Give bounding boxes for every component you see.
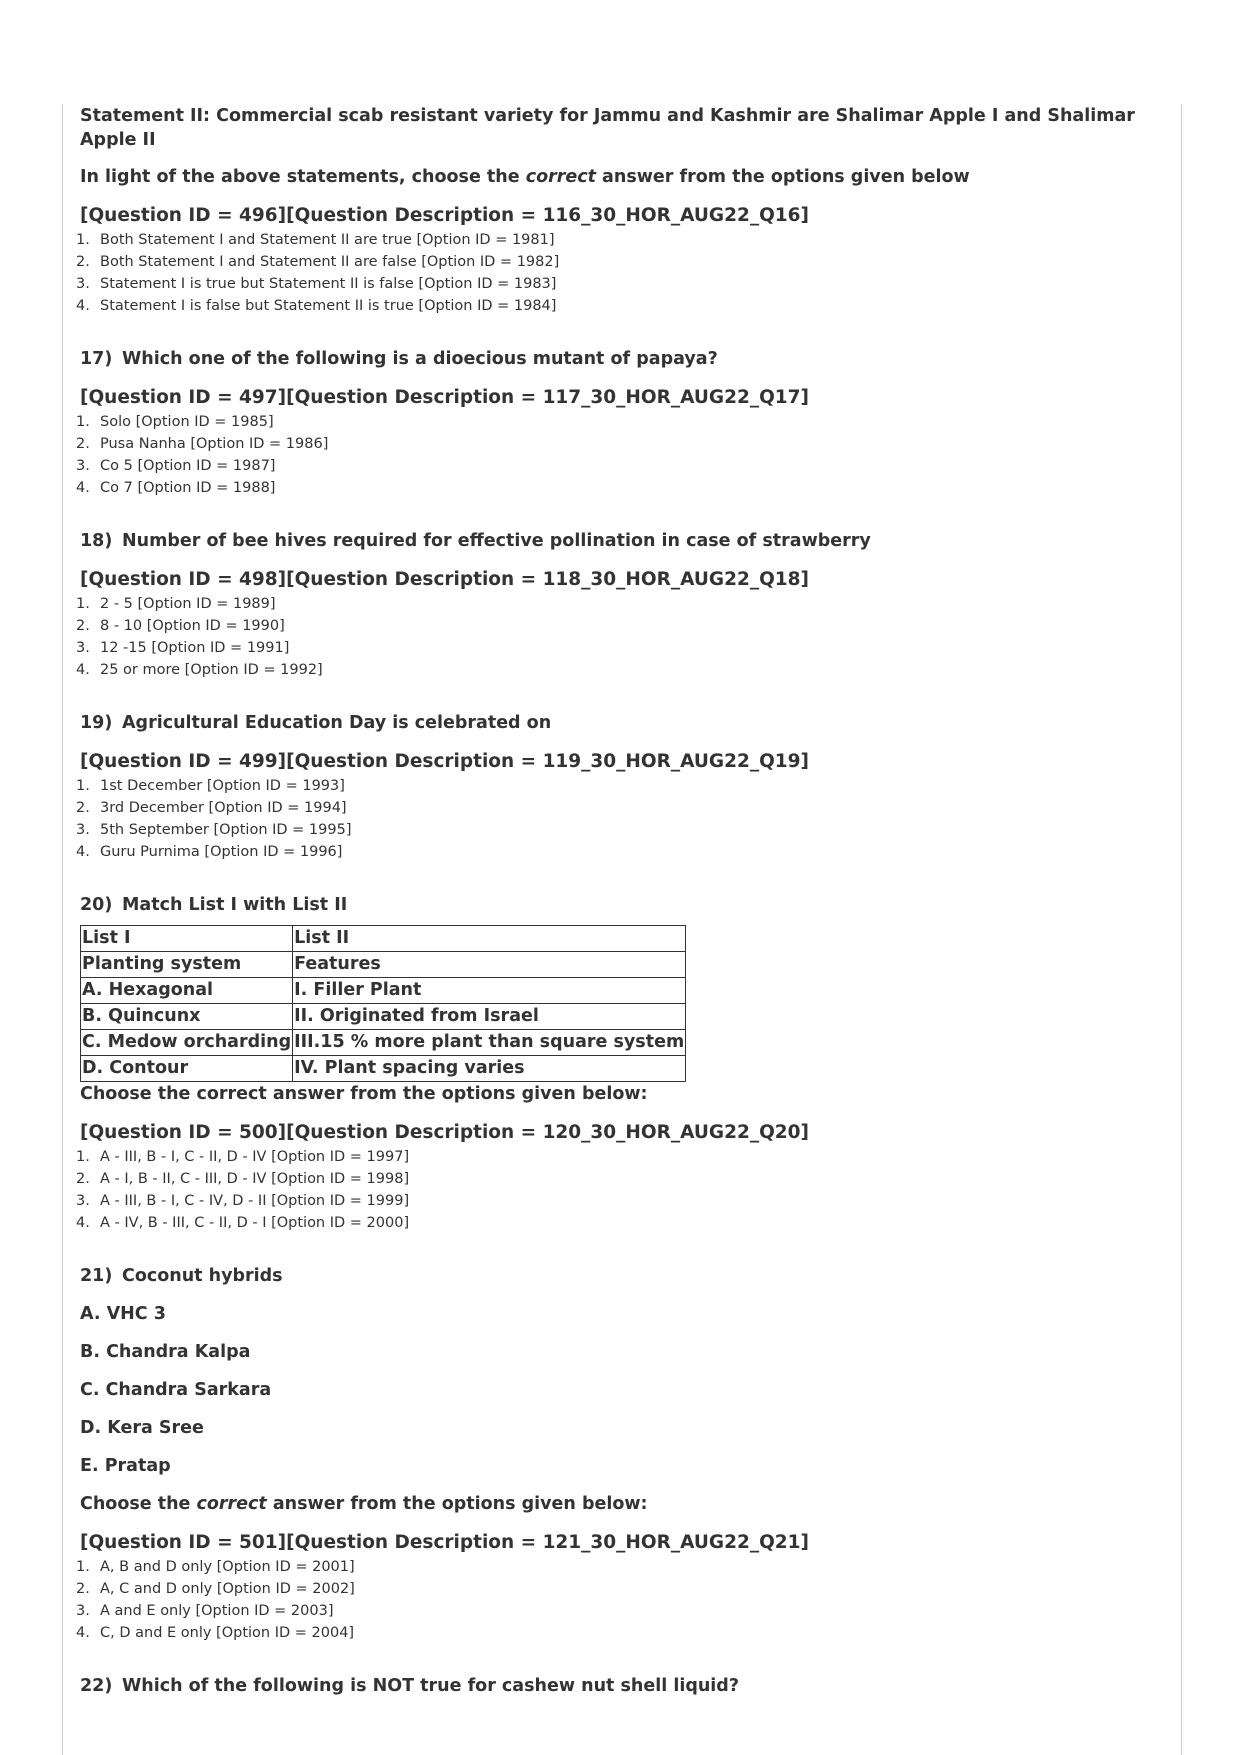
table-cell: IV. Plant spacing varies (293, 1056, 686, 1082)
table-cell: B. Quincunx (81, 1004, 293, 1030)
table-row (81, 952, 686, 978)
question-id-500: [Question ID = 500][Question Description = 120_30_HOR_AUG22_Q20] (80, 1122, 810, 1143)
question-id-498: [Question ID = 498][Question Description = 118_30_HOR_AUG22_Q18] (80, 569, 810, 590)
q21-item: E. Pratap (80, 1456, 171, 1476)
q21-item: C. Chandra Sarkara (80, 1380, 272, 1400)
table-cell: Planting system (81, 952, 293, 978)
document-content (76, 104, 1170, 1698)
options-q17 (76, 411, 1170, 499)
instruction: In light of the above statements, choose the correct answer from the options given below (80, 167, 970, 187)
q21-item: D. Kera Sree (80, 1418, 204, 1438)
table-cell: II. Originated from Israel (293, 1004, 686, 1030)
q21-instruction: Choose the correct answer from the options given below: (80, 1494, 648, 1514)
option: 4. A - IV, B - III, C - II, D - I [Option ID = 2000] (76, 1215, 410, 1231)
option: 3. A and E only [Option ID = 2003] (76, 1603, 334, 1619)
question-id-497: [Question ID = 497][Question Description = 117_30_HOR_AUG22_Q17] (80, 387, 810, 408)
option: 4. C, D and E only [Option ID = 2004] (76, 1625, 355, 1641)
option: 2. 8 - 10 [Option ID = 1990] (76, 618, 285, 634)
option: 2. 3rd December [Option ID = 1994] (76, 800, 347, 816)
q20-instruction: Choose the correct answer from the options given below: (80, 1084, 648, 1104)
option: 2. Both Statement I and Statement II are false [Option ID = 1982] (76, 254, 560, 270)
table-row (81, 978, 686, 1004)
table-row (81, 926, 686, 952)
question-20-title: 20) Match List I with List II (80, 895, 348, 915)
table-cell: A. Hexagonal (81, 978, 293, 1004)
option: 3. Statement I is true but Statement II is false [Option ID = 1983] (76, 276, 557, 292)
table-cell: I. Filler Plant (293, 978, 686, 1004)
question-id-501: [Question ID = 501][Question Description = 121_30_HOR_AUG22_Q21] (80, 1532, 810, 1553)
option: 2. Pusa Nanha [Option ID = 1986] (76, 436, 329, 452)
question-19-title: 19) Agricultural Education Day is celebrated on (80, 713, 552, 733)
option: 1. A, B and D only [Option ID = 2001] (76, 1559, 355, 1575)
options-q16 (76, 229, 1170, 317)
table-row (81, 1004, 686, 1030)
option: 3. 12 -15 [Option ID = 1991] (76, 640, 290, 656)
option: 3. 5th September [Option ID = 1995] (76, 822, 352, 838)
table-row (81, 1056, 686, 1082)
option: 2. A, C and D only [Option ID = 2002] (76, 1581, 355, 1597)
option: 1. A - III, B - I, C - II, D - IV [Option ID = 1997] (76, 1149, 410, 1165)
options-q20 (76, 1146, 1170, 1234)
question-18-title: 18) Number of bee hives required for effective pollination in case of strawberry (80, 531, 871, 551)
statement-2: Statement II: Commercial scab resistant variety for Jammu and Kashmir are Shalimar Apple I and Shalimar Apple II (80, 106, 1135, 150)
option: 4. Guru Purnima [Option ID = 1996] (76, 844, 343, 860)
option: 1. Solo [Option ID = 1985] (76, 414, 274, 430)
option: 1. 1st December [Option ID = 1993] (76, 778, 345, 794)
table-cell: List I (81, 926, 293, 952)
options-q18 (76, 593, 1170, 681)
option: 4. Co 7 [Option ID = 1988] (76, 480, 276, 496)
question-21-title: 21) Coconut hybrids (80, 1266, 283, 1286)
option: 1. Both Statement I and Statement II are true [Option ID = 1981] (76, 232, 555, 248)
option: 4. 25 or more [Option ID = 1992] (76, 662, 323, 678)
options-q21 (76, 1556, 1170, 1644)
q21-item: B. Chandra Kalpa (80, 1342, 251, 1362)
question-id-499: [Question ID = 499][Question Description = 119_30_HOR_AUG22_Q19] (80, 751, 810, 772)
options-q19 (76, 775, 1170, 863)
match-table (80, 925, 686, 1082)
option: 3. A - III, B - I, C - IV, D - II [Option ID = 1999] (76, 1193, 410, 1209)
table-cell: C. Medow orcharding (81, 1030, 293, 1056)
table-cell: List II (293, 926, 686, 952)
option: 1. 2 - 5 [Option ID = 1989] (76, 596, 276, 612)
question-id-496: [Question ID = 496][Question Description = 116_30_HOR_AUG22_Q16] (80, 205, 810, 226)
table-cell: D. Contour (81, 1056, 293, 1082)
table-cell: Features (293, 952, 686, 978)
q21-item: A. VHC 3 (80, 1304, 166, 1324)
option: 2. A - I, B - II, C - III, D - IV [Option ID = 1998] (76, 1171, 410, 1187)
table-cell: III.15 % more plant than square system (293, 1030, 686, 1056)
option: 4. Statement I is false but Statement II is true [Option ID = 1984] (76, 298, 557, 314)
option: 3. Co 5 [Option ID = 1987] (76, 458, 276, 474)
table-row (81, 1030, 686, 1056)
question-22-title: 22) Which of the following is NOT true for cashew nut shell liquid? (80, 1676, 739, 1696)
question-17-title: 17) Which one of the following is a dioecious mutant of papaya? (80, 349, 718, 369)
